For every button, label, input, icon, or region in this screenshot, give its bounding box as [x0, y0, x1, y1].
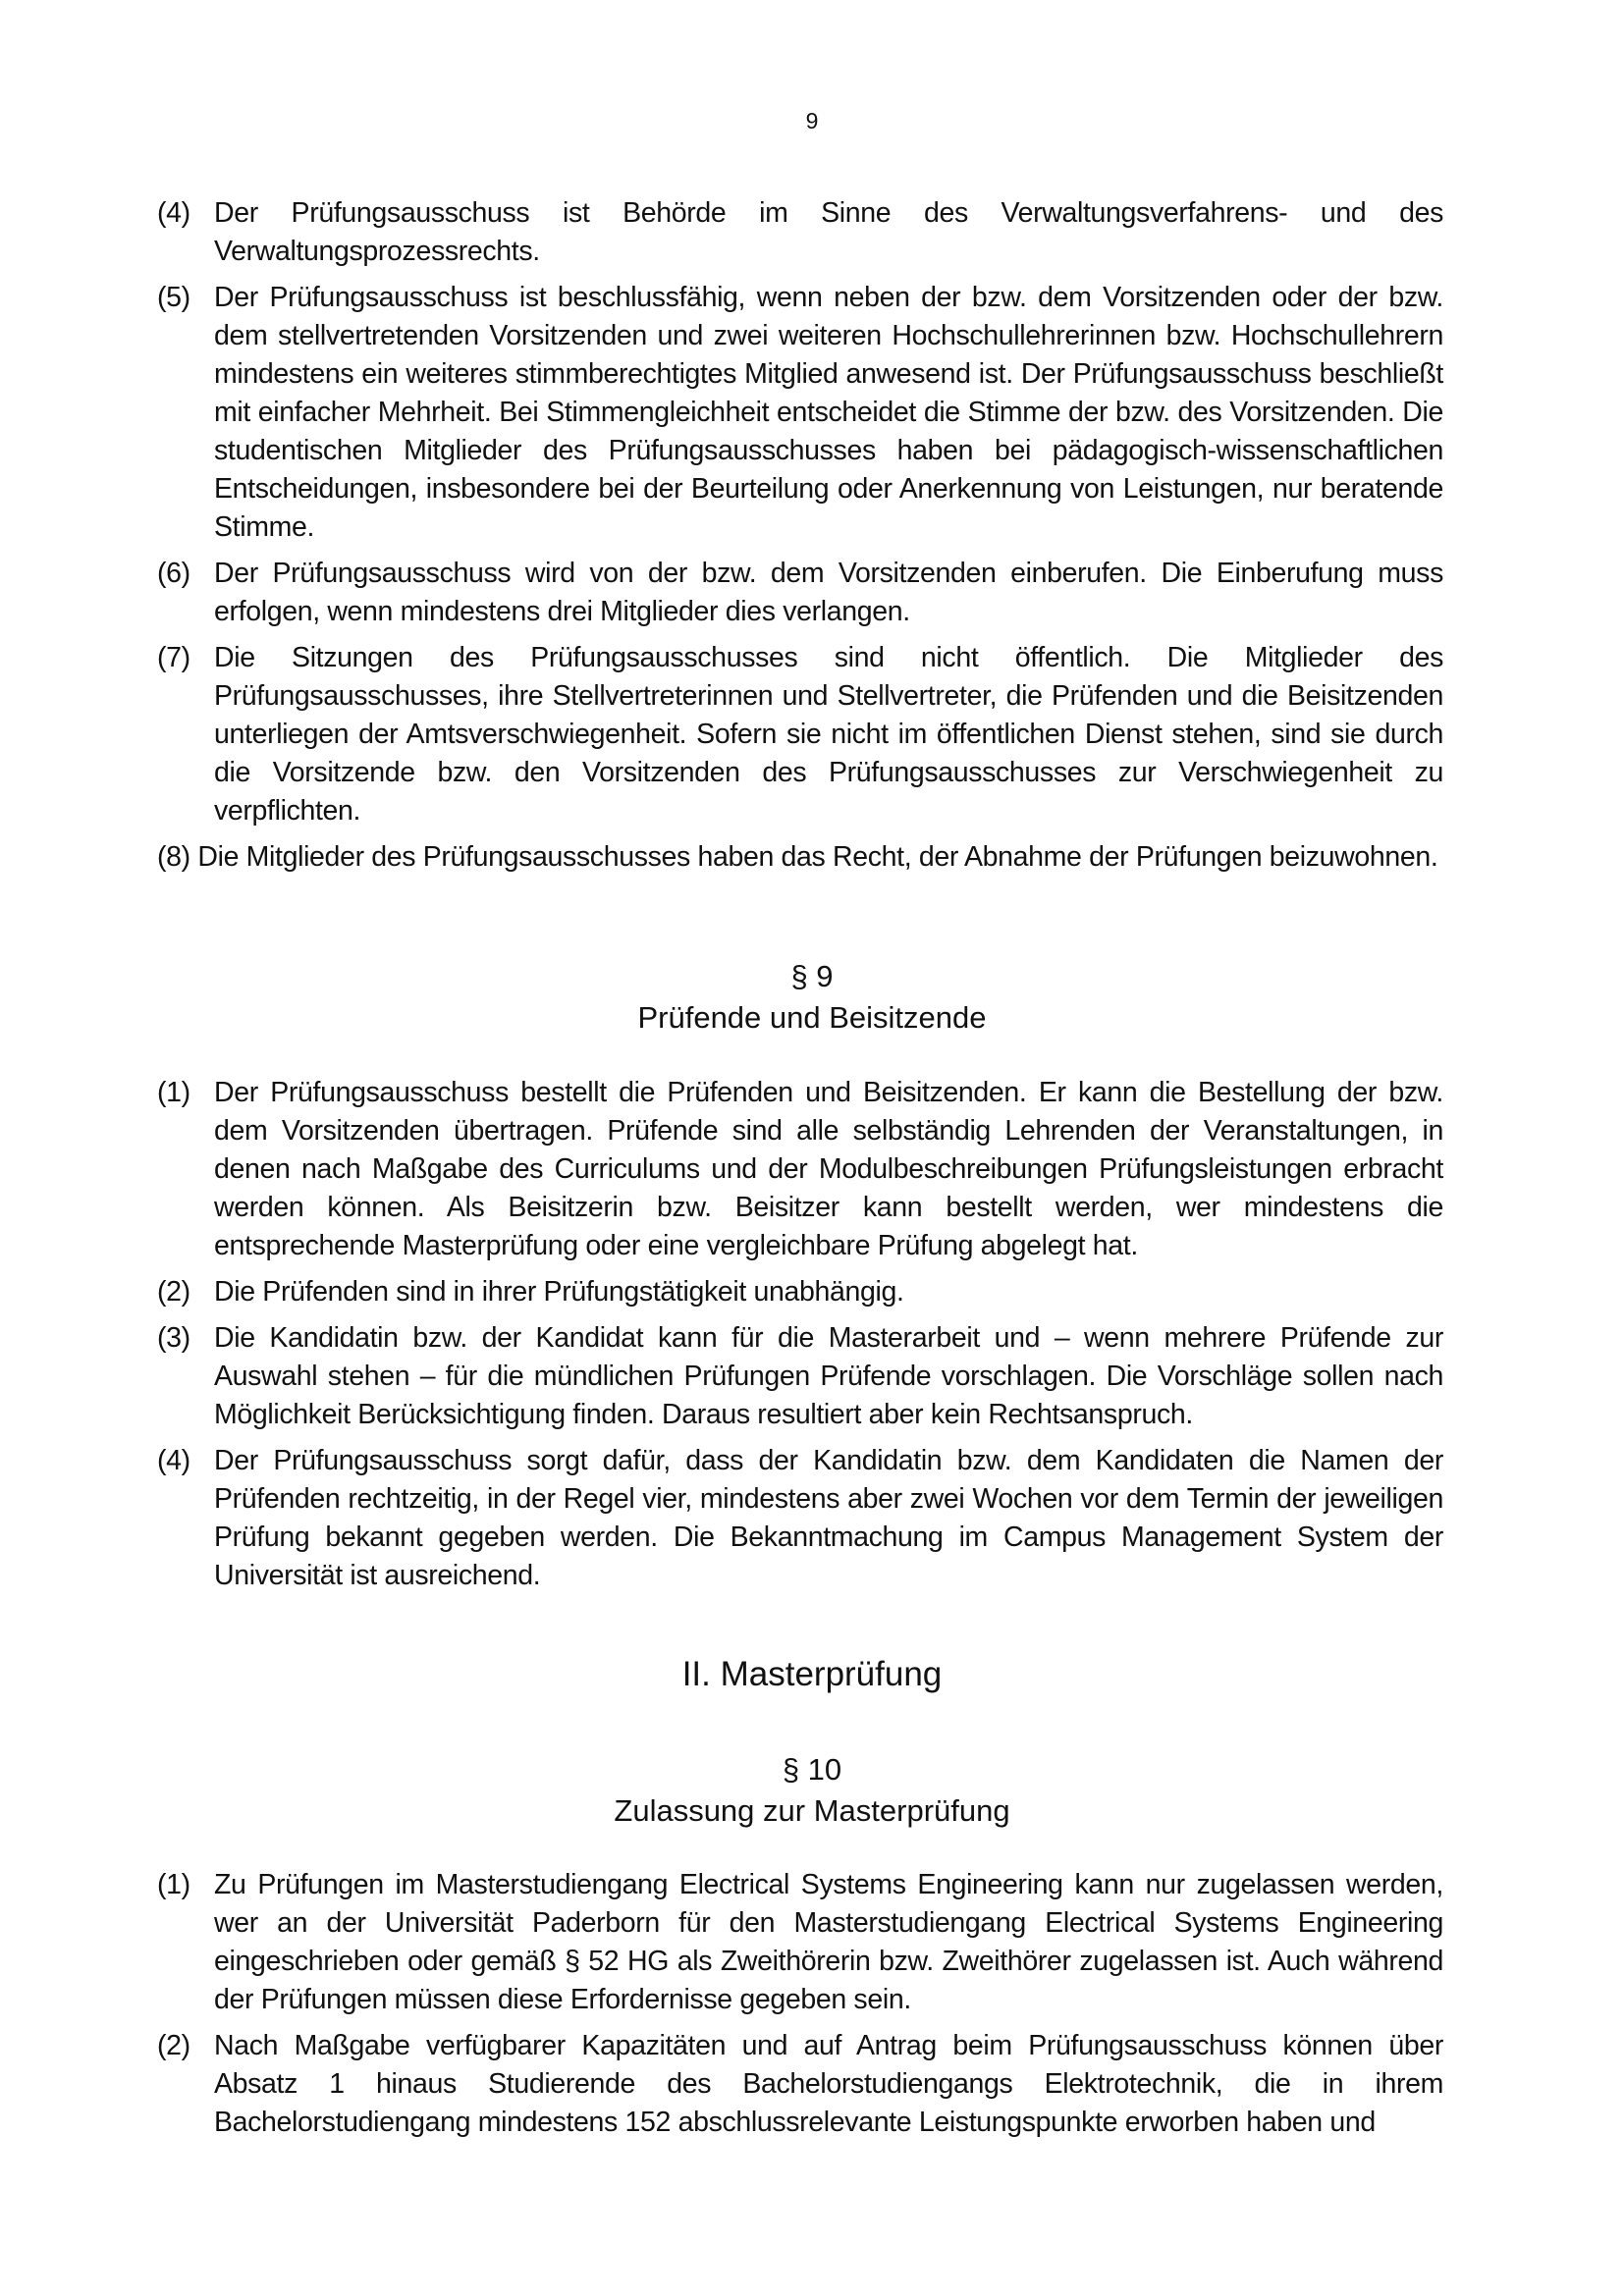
- paragraph-number: (7): [157, 642, 190, 673]
- section-9-body: [157, 1074, 1443, 1603]
- page-number: 9: [805, 108, 819, 133]
- paragraph-text: Die Sitzungen des Prüfungsausschusses sind nicht öffentlich. Die Mitglieder des Prüfungsausschusses, ihre Stellvertreterinnen und Stellvertreter, die Prüfenden und die Beisitzenden unterliegen der Amtsverschwiegenheit. Sofern sie nicht im öffentlichen Dienst stehen, sind sie durch die Vorsitzende bzw. den Vorsitzenden des Prüfungsausschusses zur Verschwiegenheit zu verpflichten.: [214, 642, 1443, 827]
- section-9-title: Prüfende und Beisitzende: [637, 1000, 987, 1035]
- paragraph-text: Der Prüfungsausschuss ist beschlussfähig, wenn neben der bzw. dem Vorsitzenden oder der bzw. dem stellvertretenden Vorsitzenden und zwei weiteren Hochschullehrerinnen bzw. Hochschullehrern mindestens ein weiteres stimmberechtigtes Mitglied anwesend ist. Der Prüfungsausschuss beschließt mit einfacher Mehrheit. Bei Stimmengleichheit entscheidet die Stimme der bzw. des Vorsitzenden. Die studentischen Mitglieder des Prüfungsausschusses haben bei pädagogisch-wissenschaftlichen Entscheidungen, insbesondere bei der Beurteilung oder Anerkennung von Leistungen, nur beratende Stimme.: [214, 282, 1443, 543]
- paragraph-text: Der Prüfungsausschuss bestellt die Prüfenden und Beisitzenden. Er kann die Bestellung der bzw. dem Vorsitzenden übertragen. Prüfende sind alle selbständig Lehrenden der Veranstaltungen, in denen nach Maßgabe des Curriculums und der Modulbeschreibungen Prüfungsleistungen erbracht werden können. Als Beisitzerin bzw. Beisitzer kann bestellt werden, wer mindestens die entsprechende Masterprüfung oder eine vergleichbare Prüfung abgelegt hat.: [214, 1077, 1443, 1261]
- section-10-number: § 10: [782, 1752, 842, 1787]
- paragraph-8-8: [157, 838, 1443, 877]
- paragraph-text: Zu Prüfungen im Masterstudiengang Electrical Systems Engineering kann nur zugelassen werden, wer an der Universität Paderborn für den Masterstudiengang Electrical Systems Engineering eingeschrieben oder gemäß § 52 HG als Zweithörerin bzw. Zweithörer zugelassen ist. Auch während der Prüfungen müssen diese Erfordernisse gegeben sein.: [214, 1869, 1443, 2015]
- paragraph-text: Nach Maßgabe verfügbarer Kapazitäten und auf Antrag beim Prüfungsausschuss können über Absatz 1 hinaus Studierende des Bachelorstudiengangs Elektrotechnik, die in ihrem Bachelorstudiengang mindestens 152 abschlussrelevante Leistungspunkte erworben haben und: [214, 2030, 1443, 2138]
- paragraph-9-2: [157, 1273, 1443, 1311]
- paragraph-text: Die Kandidatin bzw. der Kandidat kann für die Masterarbeit und – wenn mehrere Prüfende zur Auswahl stehen – für die mündlichen Prüfungen Prüfende vorschlagen. Die Vorschläge sollen nach Möglichkeit Berücksichtigung finden. Daraus resultiert aber kein Rechtsanspruch.: [214, 1322, 1443, 1430]
- paragraph-number: (5): [157, 282, 190, 313]
- paragraph-number: (1): [157, 1077, 190, 1108]
- chapter-title: II. Masterprüfung: [681, 1655, 943, 1693]
- paragraph-8-6: [157, 555, 1443, 631]
- paragraph-10-1: [157, 1866, 1443, 2019]
- paragraph-9-4: [157, 1442, 1443, 1595]
- section-9-number: § 9: [790, 959, 834, 993]
- section-10-body: [157, 1866, 1443, 2150]
- section-8-continued: [157, 194, 1443, 884]
- paragraph-text: Die Mitglieder des Prüfungsausschusses haben das Recht, der Abnahme der Prüfungen beizuwohnen.: [197, 841, 1438, 873]
- paragraph-10-2: [157, 2027, 1443, 2142]
- paragraph-9-3: [157, 1319, 1443, 1434]
- paragraph-8-5: [157, 279, 1443, 547]
- paragraph-text: Die Prüfenden sind in ihrer Prüfungstätigkeit unabhängig.: [214, 1276, 904, 1308]
- paragraph-8-7: [157, 639, 1443, 830]
- paragraph-text: Der Prüfungsausschuss sorgt dafür, dass der Kandidatin bzw. dem Kandidaten die Namen der Prüfenden rechtzeitig, in der Regel vier, mindestens aber zwei Wochen vor dem Termin der jeweiligen Prüfung bekannt gegeben werden. Die Bekanntmachung im Campus Management System der Universität ist ausreichend.: [214, 1445, 1443, 1591]
- section-10-title: Zulassung zur Masterprüfung: [614, 1793, 1010, 1828]
- paragraph-9-1: [157, 1074, 1443, 1265]
- paragraph-number: (6): [157, 558, 190, 589]
- paragraph-number: (2): [157, 1276, 190, 1308]
- paragraph-number: (8): [157, 841, 190, 873]
- paragraph-number: (1): [157, 1869, 190, 1900]
- paragraph-number: (3): [157, 1322, 190, 1354]
- paragraph-number: (4): [157, 1445, 190, 1476]
- paragraph-text: Der Prüfungsausschuss wird von der bzw. dem Vorsitzenden einberufen. Die Einberufung muss erfolgen, wenn mindestens drei Mitglieder dies verlangen.: [214, 558, 1443, 627]
- paragraph-text: Der Prüfungsausschuss ist Behörde im Sinne des Verwaltungsverfahrens- und des Verwaltungsprozessrechts.: [214, 197, 1443, 267]
- paragraph-number: (2): [157, 2030, 190, 2061]
- paragraph-number: (4): [157, 197, 190, 229]
- paragraph-8-4: [157, 194, 1443, 271]
